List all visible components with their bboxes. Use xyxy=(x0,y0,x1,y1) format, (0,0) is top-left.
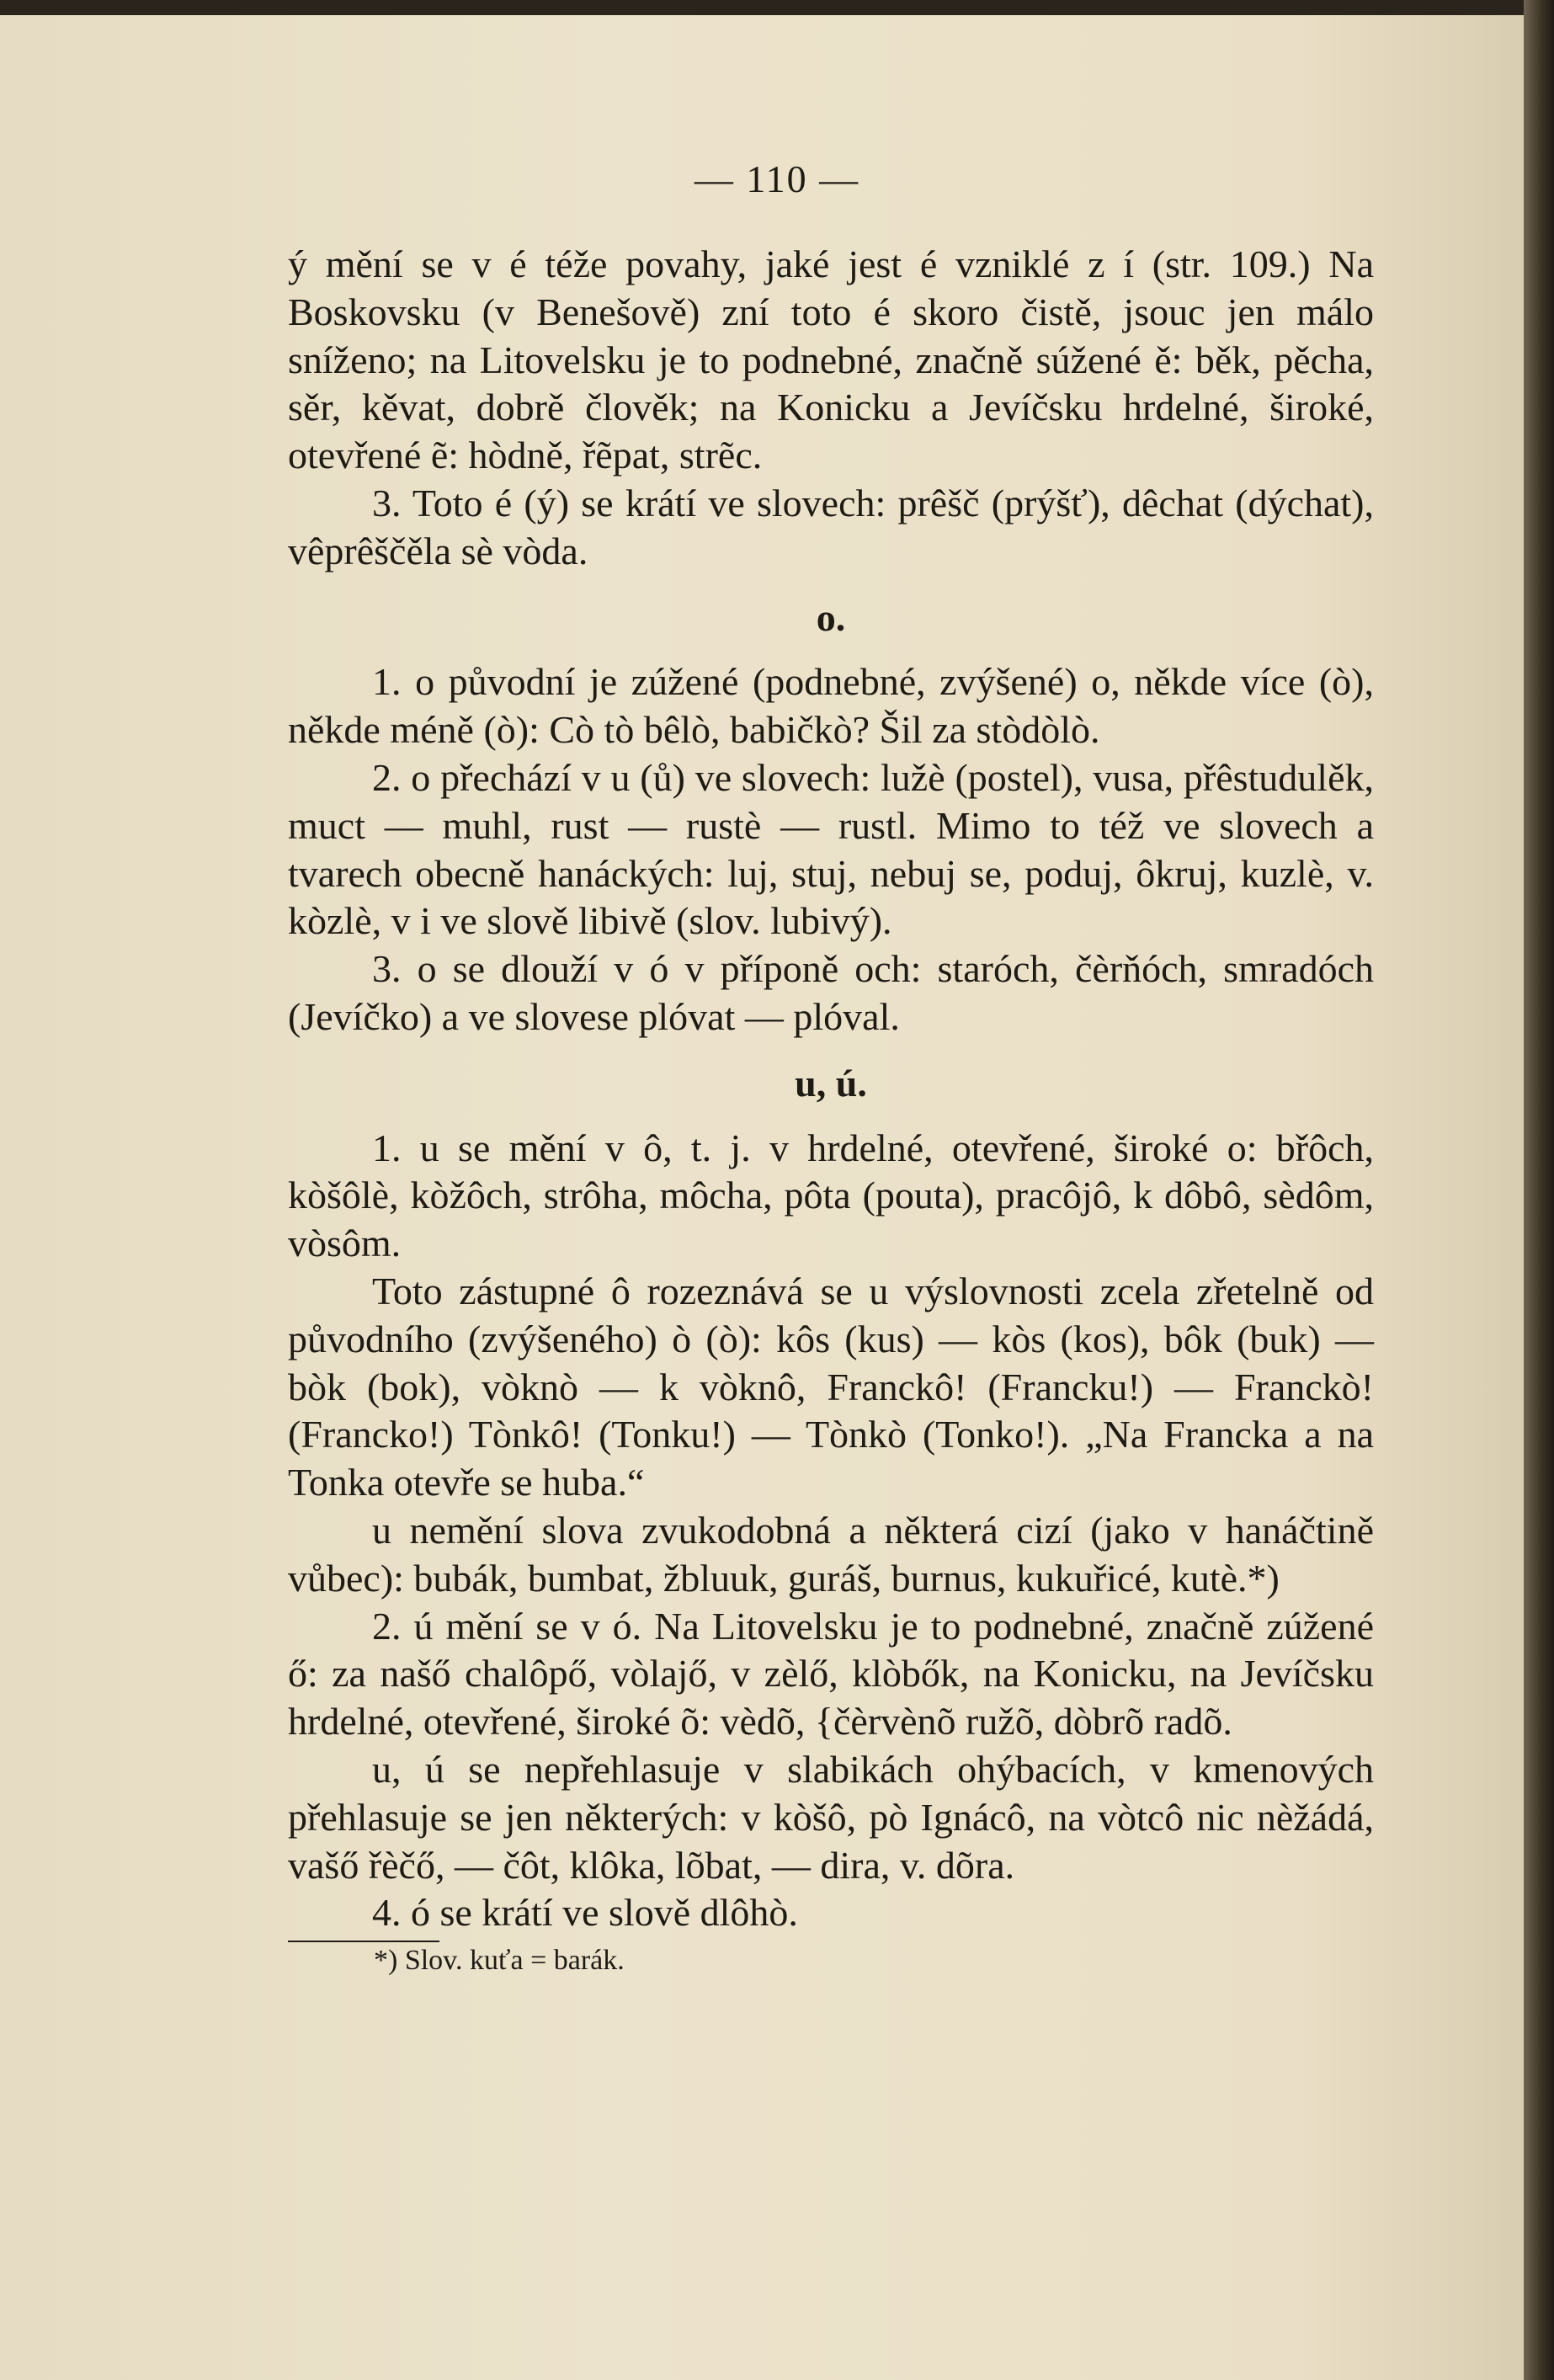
paragraph: Toto zástupné ô rozeznává se u výslovnosti zcela zřetelně od původního (zvýšeného) ò (ò): kôs (kus) — kòs (kos), bôk (buk) — bòk (bok), vòknò — k vòknô, Franckô! (Francku!) — Franckò! (Francko!) Tònkô! (Tonku!) — Tònkò (Tonko!). „Na Francka a na Tonka otevře se huba.“ xyxy=(288,1269,1374,1504)
paragraph: 3. Toto é (ý) se krátí ve slovech: prêšč (prýšť), dêchat (dýchat), vêprêščěla sè vòda. xyxy=(288,481,1374,572)
book-page xyxy=(0,15,1524,2380)
paragraph: 1. u se mění v ô, t. j. v hrdelné, otevřené, široké o: břôch, kòšôlè, kòžôch, strôha, môcha, pôta (pouta), pracôjô, k dôbô, sèdôm, vòsôm. xyxy=(288,1126,1374,1265)
paragraph: 4. ó se krátí ve slově dlôhò. xyxy=(372,1891,798,1935)
paragraph: 2. o přechází v u (ů) ve slovech: lužè (postel), vusa, přêstudulěk, muct — muhl, rust — rustè — rustl. Mimo to též ve slovech a tvarech obecně hanáckých: luj, stuj, nebuj se, poduj, ôkruj, kuzlè, v. kòzlè, v i ve slově libivě (slov. lubivý). xyxy=(288,755,1374,943)
paragraph: ý mění se v é téže povahy, jaké jest é vzniklé z í (str. 109.) Na Boskovsku (v Benešově) zní toto é skoro čistě, jsouc jen málo sníženo; na Litovelsku je to podnebné, značně súžené ě: běk, pěcha, sěr, kěvat, dobrě člověk; na Konicku a Jevíčsku hrdelné, široké, otevřené ẽ: hòdně, řẽpat, strẽc. xyxy=(288,242,1374,477)
page-number: — 110 — xyxy=(694,157,860,200)
paragraph: 2. ú mění se v ó. Na Litovelsku je to podnebné, značně zúžené ő: za našő chalôpő, vòlajő, v zèlő, klòbők, na Konicku, na Jevíčsku hrdelné, otevřené, široké õ: vèdõ, {čèrvènõ ružõ, dòbrõ radõ. xyxy=(288,1604,1374,1744)
page-edge-shadow xyxy=(1524,0,1554,2380)
section-heading: u, ú. xyxy=(795,1061,867,1105)
section-heading: o. xyxy=(816,595,846,639)
paragraph: 1. o původní je zúžené (podnebné, zvýšené) o, někde více (ò), někde méně (ò): Cò tò bêlò, babičkò? Šil za stòdòlò. xyxy=(288,660,1374,752)
paragraph: 3. o se dlouží v ó v příponě och: staróch, čèrňóch, smradóch (Jevíčko) a ve slovese plóvat — plóval. xyxy=(288,947,1374,1038)
page-body xyxy=(288,241,1374,1979)
paragraph: u nemění slova zvukodobná a některá cizí (jako v hanáčtině vůbec): bubák, bumbat, žbluuk, guráš, burnus, kukuřicé, kutè.*) xyxy=(288,1508,1374,1600)
footnote: *) Slov. kuťa = barák. xyxy=(374,1945,625,1977)
paragraph: u, ú se nepřehlasuje v slabikách ohýbacích, v kmenových přehlasuje se jen některých: v kòšô, pò Ignácô, na vòtcô nic nèžádá, vašő řèčő, — čôt, klôka, lõbat, — dira, v. dõra. xyxy=(288,1747,1374,1887)
